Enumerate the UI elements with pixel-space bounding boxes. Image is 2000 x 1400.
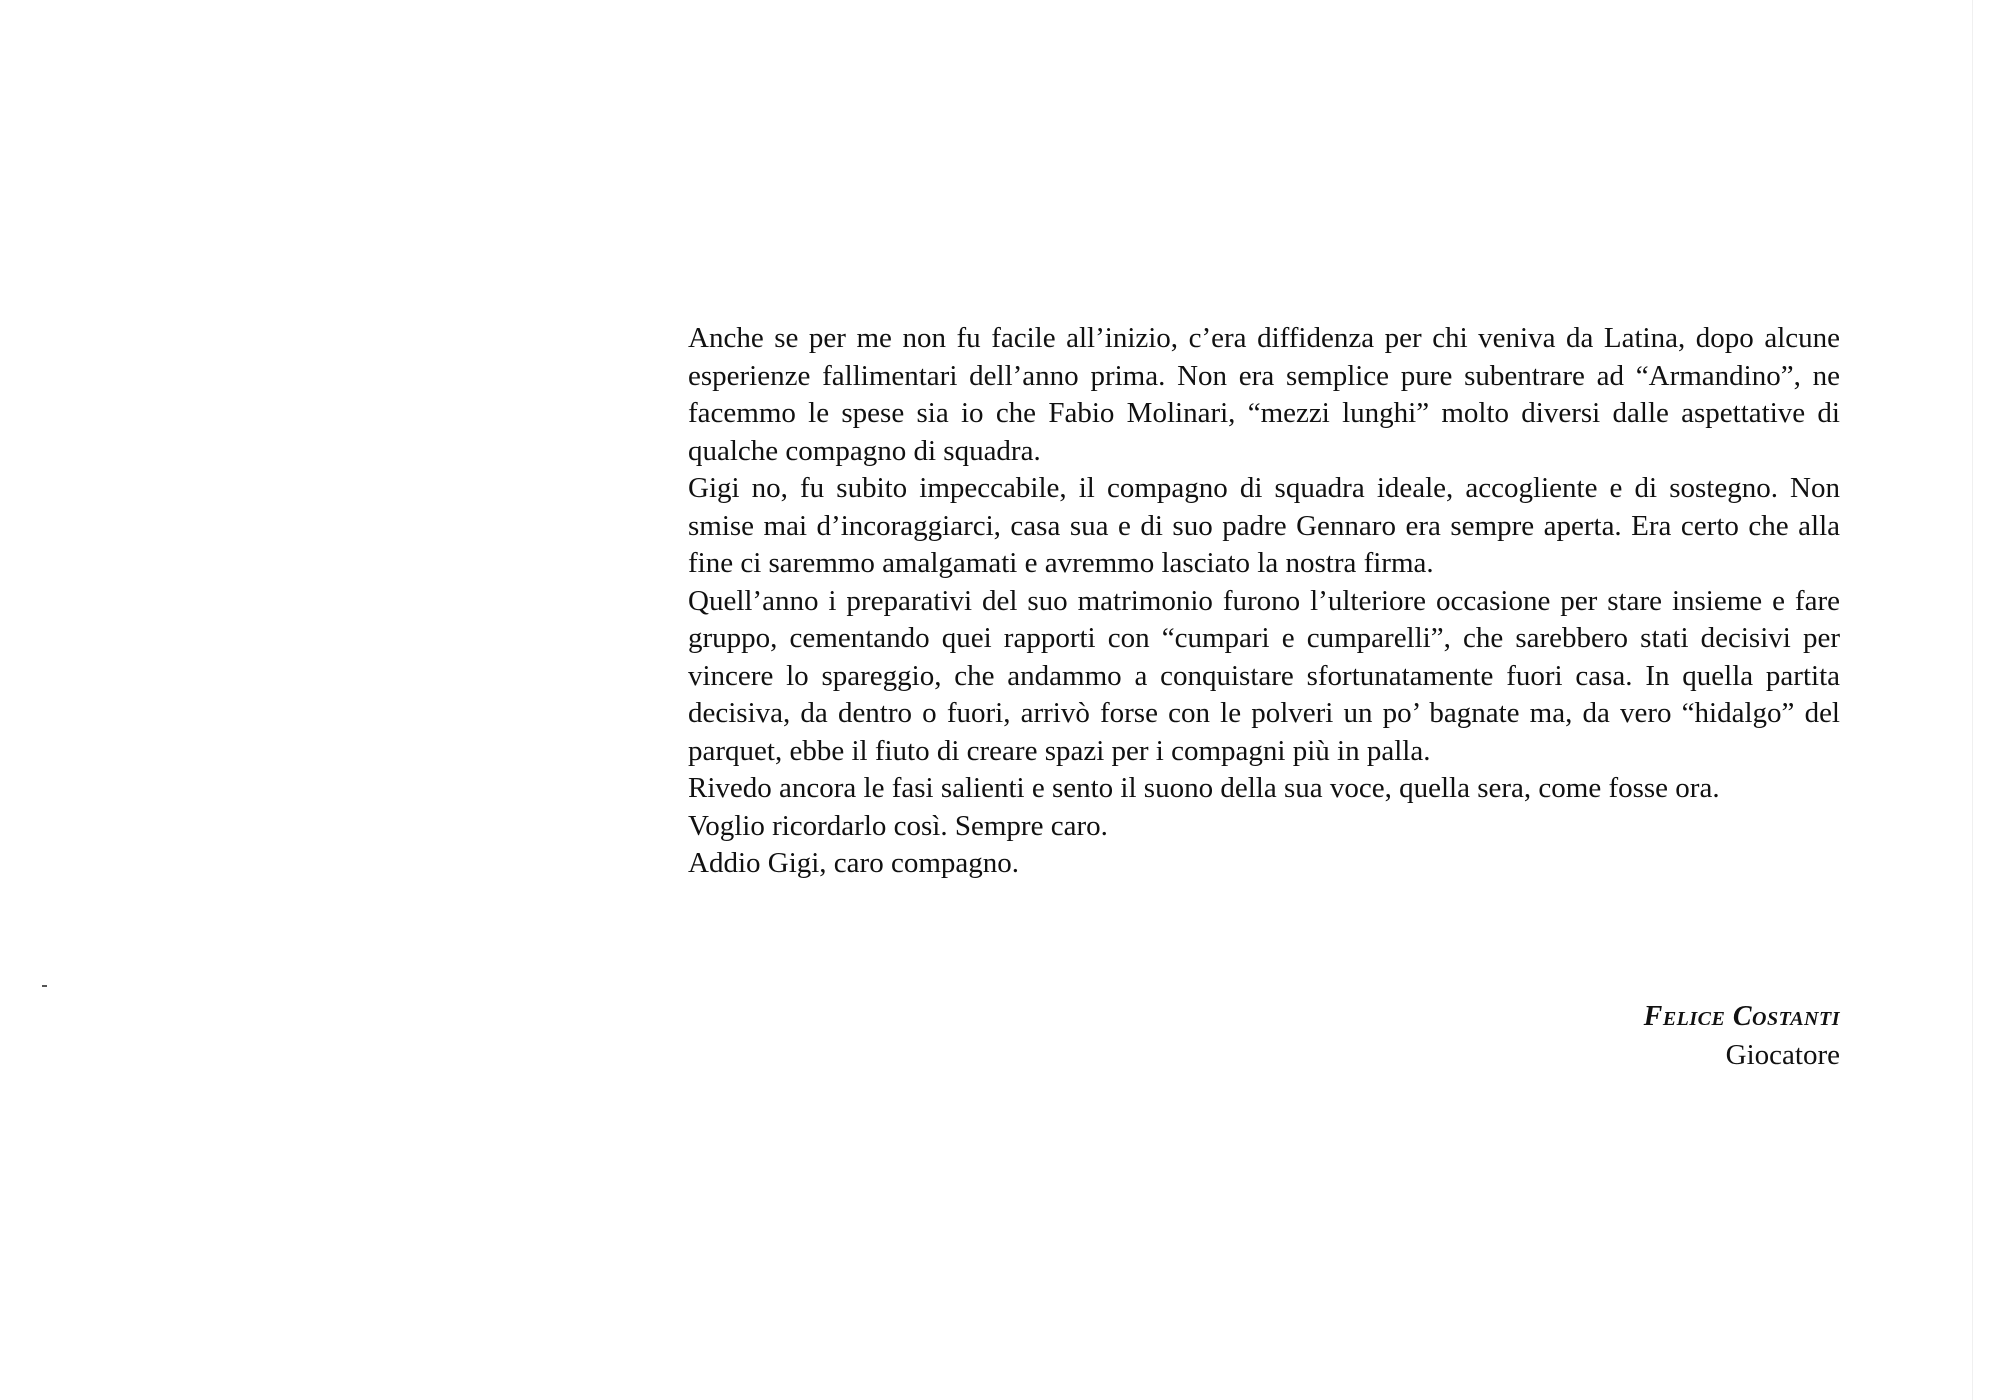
signature-block: [1340, 998, 1840, 1074]
letter-body: [688, 320, 1840, 883]
scan-speck: [42, 985, 47, 987]
paragraph-3: Quell’anno i preparativi del suo matrimonio furono l’ulteriore occasione per stare insieme e fare gruppo, cementando quei rapporti con “cumpari e cumparelli”, che sarebbero stati decisivi per vincere lo spareggio, che andammo a conquistare sfortunatamente fuori casa. In quella partita decisiva, da dentro o fuori, arrivò forse con le polveri un po’ bagnate ma, da vero “hidalgo” del parquet, ebbe il fiuto di creare spazi per i compagni più in palla.: [688, 584, 1840, 767]
paragraph-5: Voglio ricordarlo così. Sempre caro.: [688, 809, 1108, 842]
paragraph-4: Rivedo ancora le fasi salienti e sento il suono della sua voce, quella sera, come fosse ora.: [688, 772, 1720, 804]
paragraph-6: Addio Gigi, caro compagno.: [688, 847, 1020, 879]
page-edge: [1972, 0, 1973, 1400]
signature-name: Felice Costanti: [1643, 1001, 1840, 1032]
paragraph-1: Anche se per me non fu facile all’inizio, c’era diffidenza per chi veniva da Latina, dopo alcune esperienze fallimentari dell’anno prima. Non era semplice pure subentrare ad “Armandino”, ne facemmo le spese sia io che Fabio Molinari, “mezzi lunghi” molto diversi dalle aspettative di qualche compagno di squadra.: [688, 322, 1840, 467]
paragraph-2: Gigi no, fu subito impeccabile, il compagno di squadra ideale, accogliente e di sostegno. Non smise mai d’incoraggiarci, casa sua e di suo padre Gennaro era sempre aperta. Era certo che alla fine ci saremmo amalgamati e avremmo lasciato la nostra firma.: [688, 472, 1840, 579]
signature-role: Giocatore: [1725, 1039, 1840, 1071]
